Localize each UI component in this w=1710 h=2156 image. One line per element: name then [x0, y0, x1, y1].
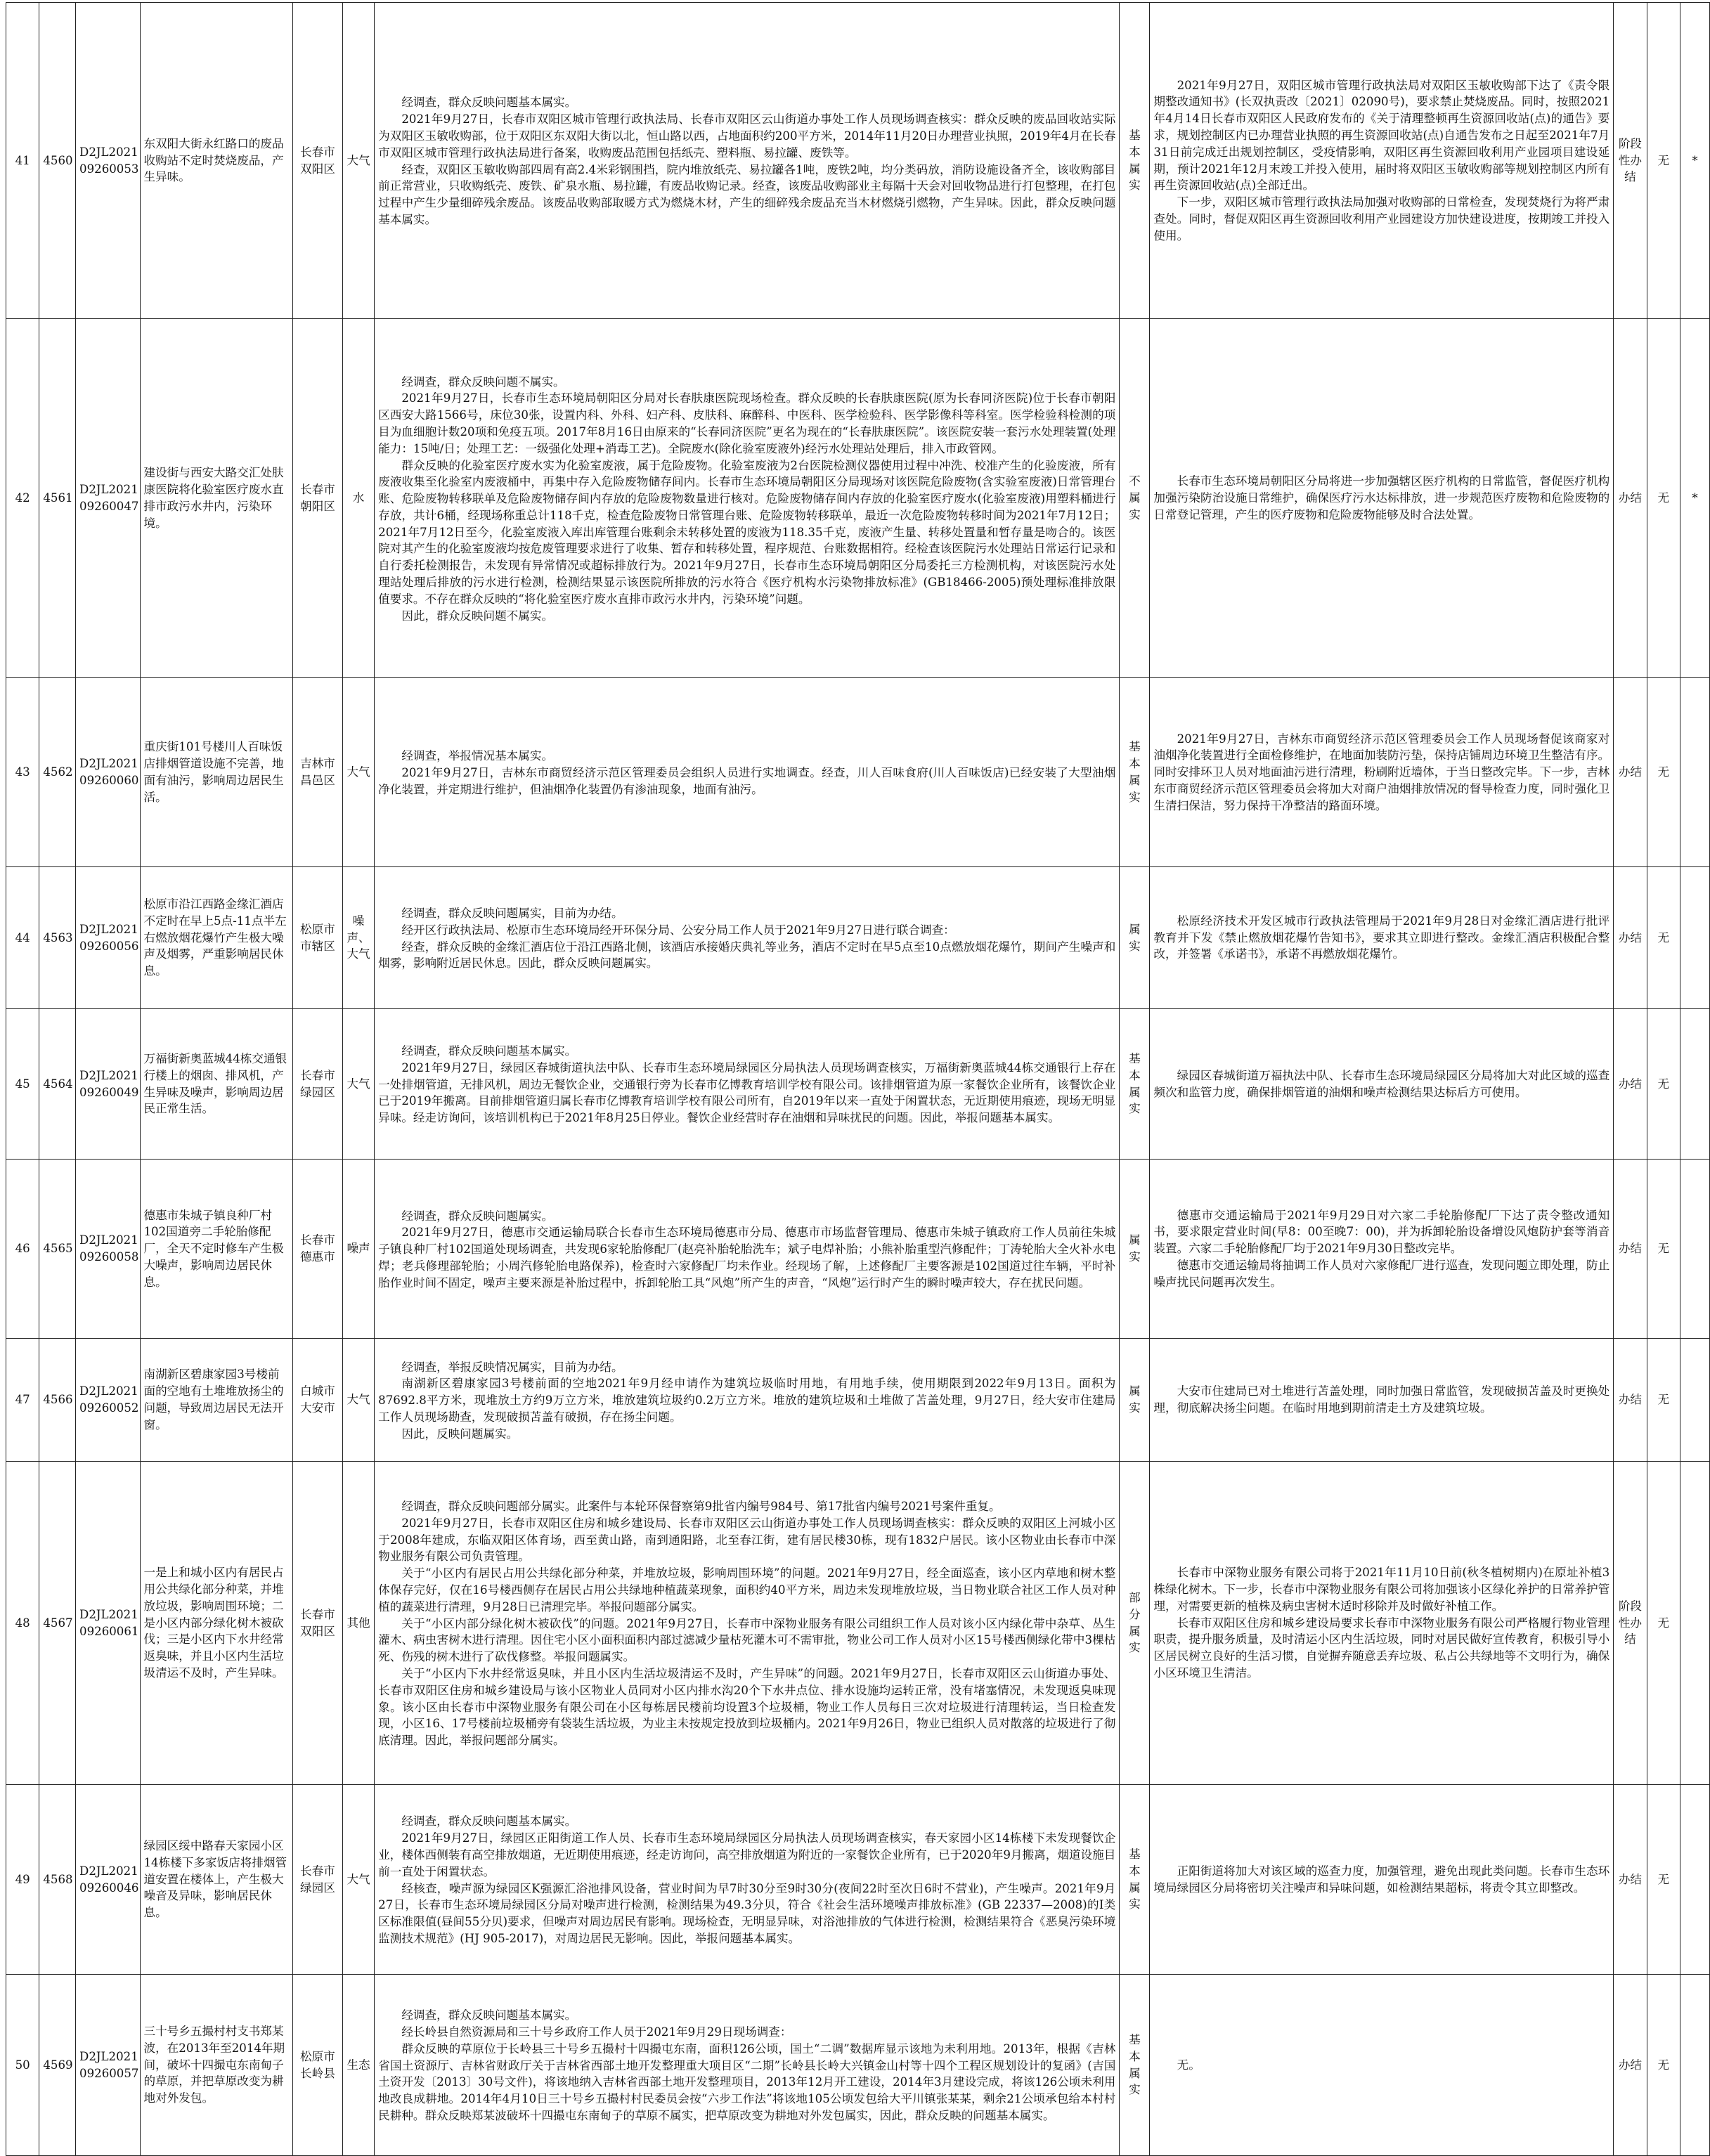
- process-paragraph: 经长岭县自然资源局和三十号乡政府工作人员于2021年9月29日现场调查：: [401, 2025, 792, 2039]
- row-code-cell: D2JL2021 09260057: [76, 1975, 140, 2156]
- process-paragraph: 南湖新区碧康家园3号楼前面的空地2021年9月经申请作为建筑垃圾临时用地，有用地手续，使用期限到2022年9月13日。面积为87692.8平方米，现堆放土方约9万立方米，堆放建筑垃圾约0.2万立方米。堆放的建筑垃圾和土堆做了苫盖处理，9月27日，经大安市住建局工作人员现场勘查，发现破损苫盖有破损，存在扬尘问题。: [378, 1377, 1116, 1424]
- row-status-cell: 办结: [1614, 1339, 1647, 1462]
- row-area-cell: 长春市朝阳区: [292, 319, 342, 678]
- process-paragraph: 2021年9月27日，绿园区正阳街道工作人员、长春市生态环境局绿园区分局执法人员现场调查核实，春天家园小区14栋楼下未发现餐饮企业，楼体西侧装有高空排放烟道，无近期使用痕迹，经走访询问，高空排放烟道为附近的一家餐饮企业所有，已于2020年9月搬离，烟道设施目前一直处于闲置状态。: [378, 1831, 1116, 1878]
- process-paragraph: 因此，群众反映问题不属实。: [401, 609, 554, 623]
- rectification-paragraph: 大安市住建局已对土堆进行苫盖处理，同时加强日常监管，发现破损苫盖及时更换处理，彻底解决扬尘问题。在临时用地到期前清走土方及建筑垃圾。: [1153, 1384, 1610, 1415]
- row-seq-cell: 49: [6, 1785, 39, 1975]
- row-rectification-cell: [1150, 1160, 1614, 1339]
- row-verdict-cell: 基本属实: [1120, 3, 1150, 319]
- table-body: [6, 3, 1710, 2156]
- row-status-cell: 办结: [1614, 1785, 1647, 1975]
- row-seq-cell: 43: [6, 678, 39, 867]
- process-paragraph: 经开区行政执法局、松原市生态环境局经开环保分局、公安分局工作人员于2021年9月27日进行联合调查：: [401, 923, 955, 937]
- row-batch-cell: 4561: [39, 319, 76, 678]
- table-row: [6, 1462, 1710, 1785]
- row-mark-cell: [1680, 867, 1709, 1009]
- process-paragraph: 经核查，噪声源为绿园区K强源汇浴池排风设备，营业时间为早7时30分至9时30分(夜间22时至次日6时不营业)，产生噪声。2021年9月27日，长春市生态环境局绿园区分局对噪声进行检测，检测结果为49.3分贝，符合《社会生活环境噪声排放标准》(GB 22337—2008)的I类区标准限值(昼间55分贝)要求，但噪声对周边居民有影响。现场检查，无明显异味，对浴池排放的气体进行检测，检测结果符合《恶臭污染环境监测技术规范》(HJ 905-2017)，对周边居民无影响。因此，举报问题基本属实。: [378, 1881, 1116, 1945]
- row-complaint-cell: 三十号乡五撮村村支书郑某波，在2013年至2014年期间，破坏十四撮屯东南甸子的草原，并把草原改变为耕地对外发包。: [140, 1975, 292, 2156]
- table-row: [6, 1785, 1710, 1975]
- row-type-cell: 生态: [342, 1975, 374, 2156]
- row-batch-cell: 4566: [39, 1339, 76, 1462]
- row-complaint-cell: 一是上和城小区内有居民占用公共绿化部分种菜，并堆放垃圾，影响周围环境；二是小区内部分绿化树木被砍伐；三是小区内下水井经常返臭味，并且小区内生活垃圾清运不及时，产生异味。: [140, 1462, 292, 1785]
- row-mark-cell: *: [1680, 3, 1709, 319]
- row-code-cell: D2JL2021 09260049: [76, 1009, 140, 1160]
- row-type-cell: 噪声: [342, 1160, 374, 1339]
- row-process-cell: [375, 1160, 1120, 1339]
- table-row: [6, 678, 1710, 867]
- row-area-cell: 吉林市昌邑区: [292, 678, 342, 867]
- row-verdict-cell: 不属实: [1120, 319, 1150, 678]
- row-code-cell: D2JL2021 09260060: [76, 678, 140, 867]
- row-rectification-cell: [1150, 1339, 1614, 1462]
- row-accountability-cell: 无: [1647, 1339, 1680, 1462]
- rectification-paragraph: 正阳街道将加大对该区域的巡查力度，加强管理，避免出现此类问题。长春市生态环境局绿园区分局将密切关注噪声和异味问题，如检测结果超标，将责令其立即整改。: [1153, 1864, 1610, 1895]
- process-paragraph: 经调查，群众反映问题基本属实。: [401, 1814, 577, 1829]
- row-code-cell: D2JL2021 09260047: [76, 319, 140, 678]
- row-batch-cell: 4560: [39, 3, 76, 319]
- row-area-cell: 长春市绿园区: [292, 1785, 342, 1975]
- row-process-cell: [375, 1009, 1120, 1160]
- process-paragraph: 群众反映的化验室医疗废水实为化验室废液，属于危险废物。化验室废液为2台医院检测仪器使用过程中冲洗、校准产生的化验废液，所有废液收集至化验室内废液桶中，再集中存入危险废物储存间内。长春市生态环境局朝阳区分局现场对该医院危险废物(含实验室废液)日常管理台账、危险废物转移联单及危险废物储存间内存放的危险废物数量进行核对。危险废物储存间内存放的化验室医疗废水(化验室废液)用塑料桶进行存放，共计6桶，经现场称重总计118千克，检查危险废物日常管理台账、危险废物转移联单，最近一次危险废物转移时间为2021年7月12日；2021年7月12日至今，化验室废液入库出库管理台账剩余未转移处置的废液为118.35千克，废液产生量、转移处置量和暂存量是吻合的。该医院对其产生的化验室废液均按危废管理要求进行了收集、暂存和转移处置，程序规范、台账数据相符。经检查该医院污水处理站日常运行记录和自行委托检测报告，未发现有异常情况或超标排放行为。2021年9月27日，长春市生态环境局朝阳区分局委托三方检测机构，对该医院污水处理站处理后排放的污水进行检测，检测结果显示该医院所排放的污水符合《医疗机构水污染物排放标准》(GB18466-2005)预处理标准排放限值要求。不存在群众反映的“将化验室医疗废水直排市政污水井内，污染环境”问题。: [378, 458, 1116, 606]
- row-process-cell: [375, 1975, 1120, 2156]
- row-accountability-cell: 无: [1647, 1462, 1680, 1785]
- row-process-cell: [375, 678, 1120, 867]
- process-paragraph: 关于“小区内有居民占用公共绿化部分种菜，并堆放垃圾，影响周围环境”的问题。2021年9月27日，经全面巡查，该小区内草地和树木整体保存完好，仅在16号楼西侧存在居民占用公共绿地种植蔬菜现象，面积约40平方米，周边未发现堆放垃圾，当日物业联合社区工作人员对种植的蔬菜进行清理，9月28日已清理完毕。举报问题部分属实。: [378, 1566, 1116, 1613]
- row-accountability-cell: 无: [1647, 1160, 1680, 1339]
- row-process-cell: [375, 1785, 1120, 1975]
- row-seq-cell: 44: [6, 867, 39, 1009]
- row-status-cell: 办结: [1614, 319, 1647, 678]
- row-area-cell: 白城市大安市: [292, 1339, 342, 1462]
- row-complaint-cell: 绿园区绥中路春天家园小区14栋楼下多家饭店将排烟管道安置在楼体上，产生极大噪音及异味，影响居民休息。: [140, 1785, 292, 1975]
- row-type-cell: 大气: [342, 1339, 374, 1462]
- rectification-paragraph: 绿园区春城街道万福执法中队、长春市生态环境局绿园区分局将加大对此区域的巡查频次和监管力度，确保排烟管道的油烟和噪声检测结果达标后方可使用。: [1153, 1068, 1610, 1099]
- row-code-cell: D2JL2021 09260053: [76, 3, 140, 319]
- row-verdict-cell: 基本属实: [1120, 678, 1150, 867]
- row-mark-cell: [1680, 1975, 1709, 2156]
- row-type-cell: 大气: [342, 678, 374, 867]
- rectification-paragraph: 长春市双阳区住房和城乡建设局要求长春市中深物业服务有限公司严格履行物业管理职责，提升服务质量，及时清运小区内生活垃圾，同时对居民做好宣传教育，积极引导小区居民树立良好的生活习惯，自觉摒弃随意丢弃垃圾、私占公共绿地等不文明行为，确保小区环境卫生清洁。: [1153, 1616, 1610, 1680]
- row-type-cell: 噪声、大气: [342, 867, 374, 1009]
- row-complaint-cell: 松原市沿江西路金缘汇酒店不定时在早上5点-11点半左右燃放烟花爆竹产生极大噪声及烟雾，严重影响居民休息。: [140, 867, 292, 1009]
- row-code-cell: D2JL2021 09260056: [76, 867, 140, 1009]
- row-batch-cell: 4568: [39, 1785, 76, 1975]
- row-rectification-cell: [1150, 678, 1614, 867]
- row-mark-cell: *: [1680, 319, 1709, 678]
- table-row: [6, 1160, 1710, 1339]
- row-verdict-cell: 基本属实: [1120, 1009, 1150, 1160]
- row-seq-cell: 45: [6, 1009, 39, 1160]
- row-accountability-cell: 无: [1647, 3, 1680, 319]
- rectification-paragraph: 2021年9月27日，吉林东市商贸经济示范区管理委员会工作人员现场督促该商家对油烟净化装置进行全面检修维护，在地面加装防污垫，保持店铺周边环境卫生整洁有序。同时安排环卫人员对地面油污进行清理，粉刷附近墙体，于当日整改完毕。下一步，吉林东市商贸经济示范区管理委员会将加大对商户油烟排放情况的督导检查力度，同时强化卫生清扫保洁，努力保持干净整洁的路面环境。: [1153, 732, 1610, 812]
- process-paragraph: 经调查，群众反映问题基本属实。: [401, 2008, 577, 2022]
- process-paragraph: 2021年9月27日，长春市生态环境局朝阳区分局对长春肤康医院现场检查。群众反映的长春肤康医院(原为长春同济医院)位于长春市朝阳区西安大路1566号，床位30张，设置内科、外科、妇产科、皮肤科、麻醉科、中医科、医学检验科、医学影像科等科室。医学检验科检测的项目为血细胞计数20项和免疫五项。2017年8月16日由原来的“长春同济医院”更名为现在的“长春肤康医院”。该医院安装一套污水处理装置(处理能力：15吨/日；处理工艺：一级强化处理+消毒工艺)。全院废水(除化验室废液外)经污水处理站处理后，排入市政管网。: [378, 391, 1116, 455]
- row-verdict-cell: 基本属实: [1120, 1975, 1150, 2156]
- row-process-cell: [375, 319, 1120, 678]
- row-rectification-cell: [1150, 1975, 1614, 2156]
- row-status-cell: 办结: [1614, 1975, 1647, 2156]
- row-batch-cell: 4563: [39, 867, 76, 1009]
- row-status-cell: 办结: [1614, 867, 1647, 1009]
- row-process-cell: [375, 867, 1120, 1009]
- rectification-paragraph: 松原经济技术开发区城市行政执法管理局于2021年9月28日对金缘汇酒店进行批评教育并下发《禁止燃放烟花爆竹告知书》，要求其立即进行整改。金缘汇酒店积极配合整改，并签署《承诺书》，承诺不再燃放烟花爆竹。: [1153, 914, 1610, 961]
- row-seq-cell: 41: [6, 3, 39, 319]
- row-accountability-cell: 无: [1647, 1785, 1680, 1975]
- row-code-cell: D2JL2021 09260046: [76, 1785, 140, 1975]
- process-paragraph: 经调查，举报情况基本属实。: [401, 749, 554, 763]
- row-rectification-cell: [1150, 1009, 1614, 1160]
- row-area-cell: 长春市双阳区: [292, 1462, 342, 1785]
- process-paragraph: 经查，群众反映的金缘汇酒店位于沿江西路北侧，该酒店承接婚庆典礼等业务，酒店不定时在早5点至10点燃放烟花爆竹，期间产生噪声和烟雾，影响附近居民休息。因此，群众反映问题属实。: [378, 940, 1116, 970]
- row-area-cell: 松原市市辖区: [292, 867, 342, 1009]
- process-paragraph: 经调查，群众反映问题基本属实。: [401, 96, 577, 110]
- row-verdict-cell: 基本属实: [1120, 1785, 1150, 1975]
- row-rectification-cell: [1150, 319, 1614, 678]
- row-rectification-cell: [1150, 1462, 1614, 1785]
- table-row: [6, 3, 1710, 319]
- row-process-cell: [375, 3, 1120, 319]
- row-batch-cell: 4562: [39, 678, 76, 867]
- row-verdict-cell: 属实: [1120, 867, 1150, 1009]
- row-complaint-cell: 南湖新区碧康家园3号楼前面的空地有土堆堆放扬尘的问题，导致周边居民无法开窗。: [140, 1339, 292, 1462]
- table-row: [6, 319, 1710, 678]
- table-row: [6, 1009, 1710, 1160]
- row-rectification-cell: [1150, 867, 1614, 1009]
- row-batch-cell: 4569: [39, 1975, 76, 2156]
- row-complaint-cell: 东双阳大街永红路口的废品收购站不定时焚烧废品，产生异味。: [140, 3, 292, 319]
- row-mark-cell: [1680, 1160, 1709, 1339]
- row-code-cell: D2JL2021 09260058: [76, 1160, 140, 1339]
- row-type-cell: 其他: [342, 1462, 374, 1785]
- row-status-cell: 办结: [1614, 1160, 1647, 1339]
- process-paragraph: 经调查，群众反映问题不属实。: [401, 375, 565, 389]
- table-row: [6, 1975, 1710, 2156]
- process-paragraph: 因此，反映问题属实。: [401, 1427, 519, 1441]
- complaint-table: [6, 2, 1710, 2156]
- rectification-paragraph: 德惠市交通运输局于2021年9月29日对六家二手轮胎修配厂下达了责令整改通知书，要求限定营业时间(早8：00至晚7：00)，并为拆卸轮胎设备增设风炮防护套等消音装置。六家二手轮胎修配厂均于2021年9月30日整改完毕。: [1153, 1208, 1610, 1256]
- row-type-cell: 水: [342, 319, 374, 678]
- process-paragraph: 经调查，群众反映问题基本属实。: [401, 1044, 577, 1058]
- row-status-cell: 阶段性办结: [1614, 1462, 1647, 1785]
- row-accountability-cell: 无: [1647, 867, 1680, 1009]
- row-type-cell: 大气: [342, 3, 374, 319]
- process-paragraph: 群众反映的草原位于长岭县三十号乡五撮村十四撮屯东南，面积126公顷，国土“二调”数据库显示该地为未利用地。2013年，根据《吉林省国土资源厅、吉林省财政厅关于吉林省西部土地开发整理重大项目区“二期”长岭县长岭大兴镇金山村等十四个工程区规划设计的复函》(吉国土资开发〔2013〕30号文件)，将该地纳入吉林省西部土地开发整理项目，2013年12月开工建设，2014年3月建设完成，将该126公顷未利用地改良成耕地。2014年4月10日三十号乡五撮村村民委员会按“六步工作法”将该地105公顷发包给大平川镇张某某，剩余21公顷承包给本村村民耕种。群众反映郑某波破坏十四撮屯东南甸子的草原不属实，把草原改变为耕地对外发包属实，因此，群众反映的问题基本属实。: [378, 2041, 1116, 2122]
- row-mark-cell: [1680, 1009, 1709, 1160]
- process-paragraph: 经查，双阳区玉敏收购部四周有高2.4米彩钢围挡，院内堆放纸壳、易拉罐各1吨，废铁2吨，均分类码放，消防设施设备齐全，该收购部目前正常营业，只收购纸壳、废铁、矿泉水瓶、易拉罐，有废品收购记录。经查，该废品收购部业主每隔十天会对回收物品进行打包整理，在打包过程中产生少量细碎残余废品。该废品收购部取暖方式为燃烧木材，产生的细碎残余废品充当木材燃烧引燃物，产生异味。因此，群众反映问题基本属实。: [378, 162, 1116, 226]
- row-verdict-cell: 部分属实: [1120, 1462, 1150, 1785]
- row-accountability-cell: 无: [1647, 1975, 1680, 2156]
- rectification-paragraph: 德惠市交通运输局将抽调工作人员对六家修配厂进行巡查，发现问题立即处理，防止噪声扰民问题再次发生。: [1153, 1258, 1610, 1289]
- row-complaint-cell: 重庆街101号楼川人百味饭店排烟管道设施不完善，地面有油污，影响周边居民生活。: [140, 678, 292, 867]
- row-batch-cell: 4565: [39, 1160, 76, 1339]
- row-mark-cell: [1680, 1785, 1709, 1975]
- rectification-paragraph: 长春市中深物业服务有限公司将于2021年11月10日前(秋冬植树期内)在原址补植3株绿化树木。下一步，长春市中深物业服务有限公司将加强该小区绿化养护的日常养护管理，对需要更新的植株及病虫害树木适时移除并及时做好补植工作。: [1153, 1566, 1610, 1613]
- row-complaint-cell: 建设街与西安大路交汇处肤康医院将化验室医疗废水直排市政污水井内，污染环境。: [140, 319, 292, 678]
- row-code-cell: D2JL2021 09260052: [76, 1339, 140, 1462]
- rectification-paragraph: 无。: [1177, 2058, 1200, 2072]
- row-batch-cell: 4567: [39, 1462, 76, 1785]
- process-paragraph: 2021年9月27日，绿园区春城街道执法中队、长春市生态环境局绿园区分局执法人员现场调查核实，万福街新奥蓝城44栋交通银行上存在一处排烟管道，无排风机，周边无餐饮企业，交通银行旁为长春市亿博教育培训学校有限公司。该排烟管道为原一家餐饮企业所有，该餐饮企业已于2019年搬离。目前排烟管道归属长春市亿博教育培训学校有限公司所有，自2019年以来一直处于闲置状态，无近期使用痕迹，现场无明显异味。经走访询问，该培训机构已于2021年8月25日停业。餐饮企业经营时存在油烟和异味扰民的问题。因此，举报问题基本属实。: [378, 1060, 1116, 1125]
- row-complaint-cell: 万福街新奥蓝城44栋交通银行楼上的烟囱、排风机，产生异味及噪声，影响周边居民正常生活。: [140, 1009, 292, 1160]
- row-mark-cell: [1680, 678, 1709, 867]
- row-area-cell: 长春市绿园区: [292, 1009, 342, 1160]
- row-batch-cell: 4564: [39, 1009, 76, 1160]
- row-accountability-cell: 无: [1647, 319, 1680, 678]
- process-paragraph: 2021年9月27日，长春市双阳区住房和城乡建设局、长春市双阳区云山街道办事处工作人员现场调查核实：群众反映的双阳区上河城小区于2008年建成，东临双阳区体育场，西至黄山路，南到通阳路，北至春江街，建有居民楼30栋，现有1832户居民。该小区物业由长春市中深物业服务有限公司负责管理。: [378, 1516, 1116, 1564]
- process-paragraph: 2021年9月27日，长春市双阳区城市管理行政执法局、长春市双阳区云山街道办事处工作人员现场调查核实：群众反映的废品回收站实际为双阳区玉敏收购部，位于双阳区东双阳大街以北，恒山路以西，占地面积约200平方米，2014年11月20日办理营业执照，2019年4月在长春市双阳区城市管理行政执法局进行备案，收购废品范围包括纸壳、塑料瓶、易拉罐、废铁等。: [378, 112, 1116, 160]
- row-seq-cell: 42: [6, 319, 39, 678]
- row-complaint-cell: 德惠市朱城子镇良种厂村102国道旁二手轮胎修配厂，全天不定时修车产生极大噪声，影响周边居民休息。: [140, 1160, 292, 1339]
- row-area-cell: 松原市长岭县: [292, 1975, 342, 2156]
- row-seq-cell: 47: [6, 1339, 39, 1462]
- row-rectification-cell: [1150, 3, 1614, 319]
- process-paragraph: 2021年9月27日，吉林东市商贸经济示范区管理委员会组织人员进行实地调查。经查，川人百味食府(川人百味饭店)已经安装了大型油烟净化装置，并定期进行维护，但油烟净化装置仍有渗油现象，地面有油污。: [378, 766, 1116, 796]
- row-seq-cell: 50: [6, 1975, 39, 2156]
- table-row: [6, 867, 1710, 1009]
- row-seq-cell: 46: [6, 1160, 39, 1339]
- row-process-cell: [375, 1462, 1120, 1785]
- process-paragraph: 经调查，举报反映情况属实，目前为办结。: [401, 1360, 623, 1374]
- rectification-paragraph: 2021年9月27日，双阳区城市管理行政执法局对双阳区玉敏收购部下达了《责令限期整改通知书》(长双执责改〔2021〕02090号)，要求禁止焚烧废品。同时，按照2021年4月14日长春市双阳区人民政府发布的《关于清理整顿再生资源回收站(点)的通告》要求，规划控制区内已办理营业执照的再生资源回收站(点)自通告发布之日起至2021年7月31日前完成迁出规划控制区，受疫情影响，双阳区再生资源回收利用产业园项目建设延期，预计2021年12月末竣工并投入使用，届时将双阳区玉敏收购部等规划控制区内所有再生资源回收站(点)全部迁出。: [1153, 78, 1610, 193]
- rectification-paragraph: 长春市生态环境局朝阳区分局将进一步加强辖区医疗机构的日常监管，督促医疗机构加强污染防治设施日常维护，确保医疗污水达标排放，进一步规范医疗废物和危险废物的日常登记管理，产生的医疗废物和危险废物能够及时合法处置。: [1153, 474, 1610, 521]
- row-area-cell: 长春市德惠市: [292, 1160, 342, 1339]
- row-accountability-cell: 无: [1647, 678, 1680, 867]
- row-mark-cell: [1680, 1462, 1709, 1785]
- row-status-cell: 阶段性办结: [1614, 3, 1647, 319]
- row-verdict-cell: 属实: [1120, 1339, 1150, 1462]
- row-code-cell: D2JL2021 09260061: [76, 1462, 140, 1785]
- row-process-cell: [375, 1339, 1120, 1462]
- process-paragraph: 2021年9月27日，德惠市交通运输局联合长春市生态环境局德惠市分局、德惠市市场监督管理局、德惠市朱城子镇政府工作人员前往朱城子镇良种厂村102国道处现场调查，共发现6家轮胎修配厂(赵亮补胎轮胎洗车；斌子电焊补胎；小熊补胎重型汽修配件；丁涛轮胎大全火补水电焊；老兵修理部轮胎；小周汽修轮胎电路保养)，检查时六家修配厂均未作业。经现场了解，上述修配厂主要客源是102国道过往车辆，平时补胎作业时间不固定，噪声主要来源是补胎过程中，拆卸轮胎工具“风炮”所产生的声音，“风炮”运行时产生的瞬时噪声较大，存在扰民问题。: [378, 1226, 1116, 1290]
- row-rectification-cell: [1150, 1785, 1614, 1975]
- row-type-cell: 大气: [342, 1009, 374, 1160]
- row-status-cell: 办结: [1614, 678, 1647, 867]
- table-row: [6, 1339, 1710, 1462]
- process-paragraph: 经调查，群众反映问题属实。: [401, 1209, 554, 1223]
- row-status-cell: 办结: [1614, 1009, 1647, 1160]
- process-paragraph: 经调查，群众反映问题属实，目前为办结。: [401, 906, 623, 920]
- process-paragraph: 关于“小区内下水井经常返臭味，并且小区内生活垃圾清运不及时，产生异味”的问题。2021年9月27日，长春市双阳区云山街道办事处、长春市双阳区住房和城乡建设局与该小区物业人员同对小区内排水沟20个下水井点位、排水设施均运转正常，没有堵塞情况，未发现返臭味现象。该小区由长春市中深物业服务有限公司在小区每栋居民楼前均设置3个垃圾桶，物业工作人员每日三次对垃圾进行清理转运，当日检查发现，小区16、17号楼前垃圾桶旁有袋装生活垃圾，为业主未按规定投放到垃圾桶内。2021年9月26日，物业已组织人员对散落的垃圾进行了彻底清理。因此，举报问题部分属实。: [378, 1666, 1116, 1748]
- row-seq-cell: 48: [6, 1462, 39, 1785]
- rectification-paragraph: 下一步，双阳区城市管理行政执法局加强对收购部的日常检查，发现焚烧行为将严肃查处。同时，督促双阳区再生资源回收利用产业园建设方加快建设进度，按期竣工并投入使用。: [1153, 195, 1610, 242]
- process-paragraph: 关于“小区内部分绿化树木被砍伐”的问题。2021年9月27日，长春市中深物业服务有限公司组织工作人员对该小区内绿化带中杂草、丛生灌木、病虫害树木进行清理。因住宅小区小面积面积内部过滤减少量枯死灌木可不需审批，物业公司工作人员对小区15号楼西侧绿化带中3棵枯死、伤残的树木进行了砍伐修整。举报问题属实。: [378, 1616, 1116, 1664]
- row-area-cell: 长春市双阳区: [292, 3, 342, 319]
- row-mark-cell: [1680, 1339, 1709, 1462]
- row-accountability-cell: 无: [1647, 1009, 1680, 1160]
- process-paragraph: 经调查，群众反映问题部分属实。此案件与本轮环保督察第9批省内编号984号、第17批省内编号2021号案件重复。: [401, 1500, 1001, 1514]
- row-type-cell: 大气: [342, 1785, 374, 1975]
- row-verdict-cell: 属实: [1120, 1160, 1150, 1339]
